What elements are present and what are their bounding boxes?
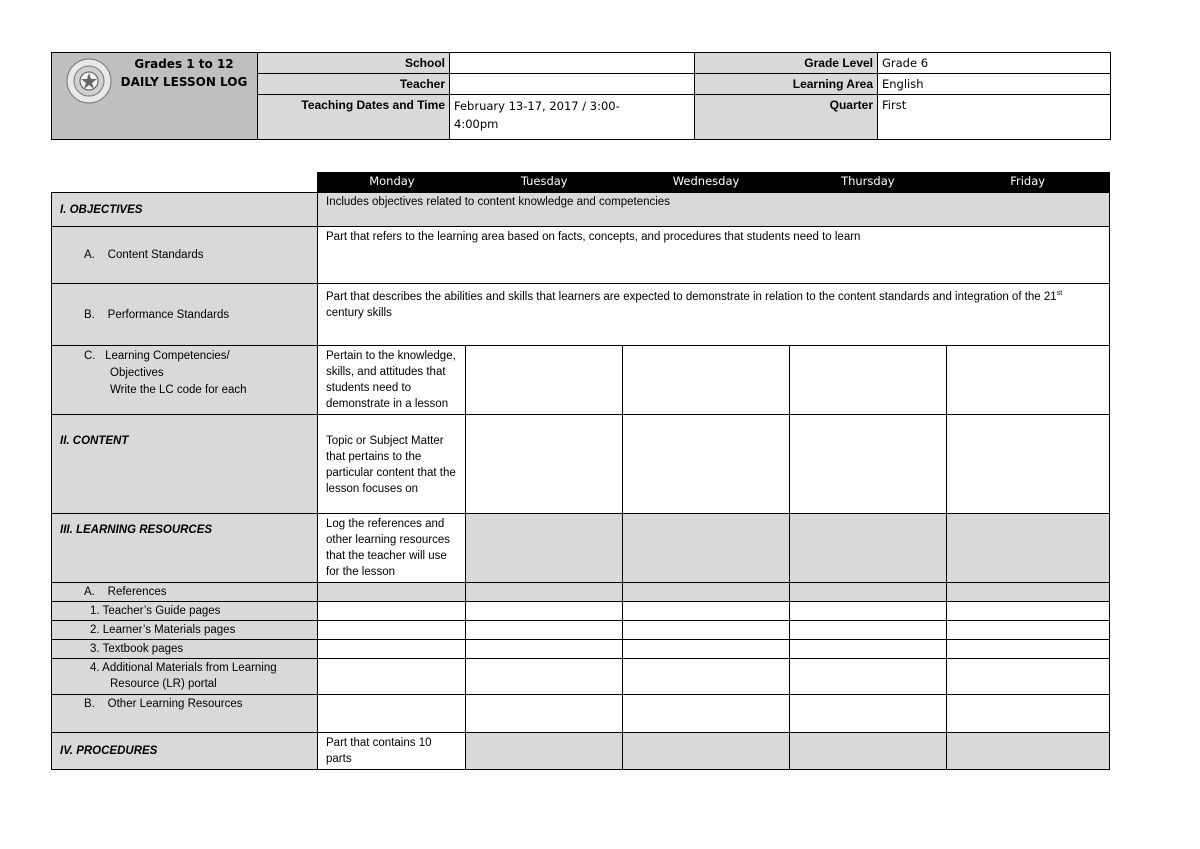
- references-row: [52, 583, 1110, 602]
- performance-standards-label: Performance Standards: [107, 308, 230, 321]
- resources-tuesday-cell: [466, 514, 623, 583]
- references-wednesday-cell: [623, 583, 790, 602]
- references-letter: A.: [84, 586, 95, 598]
- daily-lesson-log-title: DAILY LESSON LOG: [120, 75, 248, 89]
- tg-wednesday-cell[interactable]: [623, 602, 790, 621]
- objectives-row: [52, 193, 1110, 227]
- or-friday-cell[interactable]: [947, 695, 1110, 733]
- day-tuesday: Tuesday: [520, 174, 568, 188]
- day-friday: Friday: [1010, 174, 1046, 188]
- resources-desc: Log the references and other learning resources that the teacher will use for the lesson: [318, 514, 466, 583]
- resources-row: [52, 514, 1110, 583]
- day-monday: Monday: [369, 174, 415, 188]
- teaching-dates-line2: 4:00pm: [454, 117, 499, 131]
- lm-tuesday-cell[interactable]: [466, 621, 623, 640]
- content-standards-row: [52, 227, 1110, 284]
- performance-standards-row: [52, 284, 1110, 346]
- content-wednesday-cell[interactable]: [623, 415, 790, 514]
- grades-label: Grades 1 to 12: [134, 57, 234, 71]
- content-desc: Topic or Subject Matter that pertains to the particular content that the lesson focuses on: [318, 415, 466, 514]
- performance-standards-desc[interactable]: [318, 284, 1110, 346]
- deped-seal-icon: [66, 58, 112, 104]
- grade-level-label: Grade Level: [695, 53, 878, 74]
- day-wednesday: Wednesday: [672, 174, 740, 188]
- tb-friday-cell[interactable]: [947, 640, 1110, 659]
- or-wednesday-cell[interactable]: [623, 695, 790, 733]
- teachers-guide-row: [52, 602, 1110, 621]
- performance-standards-letter: B.: [84, 308, 95, 321]
- resources-thursday-cell: [790, 514, 947, 583]
- day-header-bar: [318, 173, 1110, 193]
- objectives-desc: Includes objectives related to content knowledge and competencies: [318, 193, 1110, 227]
- school-label: School: [258, 53, 450, 74]
- performance-standards-desc-b: century skills: [326, 306, 392, 319]
- or-tuesday-cell[interactable]: [466, 695, 623, 733]
- lm-friday-cell[interactable]: [947, 621, 1110, 640]
- blank-header-cell: [52, 173, 318, 193]
- additional-materials-cell: [52, 659, 318, 695]
- teachers-guide-label: 1. Teacher’s Guide pages: [52, 602, 318, 621]
- textbook-row: [52, 640, 1110, 659]
- tg-monday-cell[interactable]: [318, 602, 466, 621]
- content-standards-cell: [52, 227, 318, 284]
- procedures-desc: [318, 733, 466, 770]
- content-label: II. CONTENT: [52, 415, 318, 514]
- references-thursday-cell: [790, 583, 947, 602]
- day-thursday: Thursday: [841, 174, 895, 188]
- tb-tuesday-cell[interactable]: [466, 640, 623, 659]
- teaching-dates-label: Teaching Dates and Time: [258, 95, 450, 140]
- procedures-label: IV. PROCEDURES: [52, 733, 318, 770]
- content-tuesday-cell[interactable]: [466, 415, 623, 514]
- references-friday-cell: [947, 583, 1110, 602]
- teacher-label: Teacher: [258, 74, 450, 95]
- resources-wednesday-cell: [623, 514, 790, 583]
- learners-materials-label: 2. Learner’s Materials pages: [52, 621, 318, 640]
- resources-friday-cell: [947, 514, 1110, 583]
- resources-label: III. LEARNING RESOURCES: [52, 514, 318, 583]
- grade-level-field[interactable]: Grade 6: [878, 53, 1111, 74]
- am-friday-cell[interactable]: [947, 659, 1110, 695]
- learning-area-field[interactable]: English: [878, 74, 1111, 95]
- logo-title: [116, 55, 252, 91]
- teacher-field[interactable]: [450, 74, 695, 95]
- procedures-wednesday-cell: [623, 733, 790, 770]
- other-resources-cell: [52, 695, 318, 733]
- procedures-desc-text: Part that contains 10 parts: [326, 737, 432, 765]
- teaching-dates-field[interactable]: [450, 95, 695, 140]
- tb-wednesday-cell[interactable]: [623, 640, 790, 659]
- textbook-label: 3. Textbook pages: [52, 640, 318, 659]
- or-monday-cell[interactable]: [318, 695, 466, 733]
- competencies-label-2: Objectives: [110, 367, 164, 379]
- am-thursday-cell[interactable]: [790, 659, 947, 695]
- day-header-row: [52, 173, 1110, 193]
- learning-area-label: Learning Area: [695, 74, 878, 95]
- competencies-thursday-cell[interactable]: [790, 346, 947, 415]
- tg-thursday-cell[interactable]: [790, 602, 947, 621]
- lesson-log-table: [51, 172, 1109, 770]
- additional-materials-row: [52, 659, 1110, 695]
- lm-monday-cell[interactable]: [318, 621, 466, 640]
- teaching-dates-line1: February 13-17, 2017 / 3:00-: [454, 99, 620, 113]
- performance-standards-cell: [52, 284, 318, 346]
- procedures-friday-cell: [947, 733, 1110, 770]
- tg-friday-cell[interactable]: [947, 602, 1110, 621]
- references-cell: [52, 583, 318, 602]
- additional-materials-label-2: Resource (LR) portal: [110, 678, 217, 690]
- performance-standards-desc-sup: st: [1056, 290, 1063, 297]
- competencies-letter: C.: [84, 350, 96, 362]
- header-block: [51, 52, 1110, 139]
- am-tuesday-cell[interactable]: [466, 659, 623, 695]
- content-friday-cell[interactable]: [947, 415, 1110, 514]
- performance-standards-desc-a: Part that describes the abilities and skills that learners are expected to demonstrate in relation to the content standards and integration of the 21: [326, 290, 1057, 303]
- references-tuesday-cell: [466, 583, 623, 602]
- references-monday-cell: [318, 583, 466, 602]
- content-standards-label: Content Standards: [107, 249, 204, 261]
- quarter-label: Quarter: [695, 95, 878, 140]
- tg-tuesday-cell[interactable]: [466, 602, 623, 621]
- competencies-tuesday-cell[interactable]: [466, 346, 623, 415]
- procedures-thursday-cell: [790, 733, 947, 770]
- learners-materials-row: [52, 621, 1110, 640]
- or-thursday-cell[interactable]: [790, 695, 947, 733]
- competencies-row: [52, 346, 1110, 415]
- additional-materials-label-1: 4. Additional Materials from Learning: [90, 662, 277, 674]
- lm-wednesday-cell[interactable]: [623, 621, 790, 640]
- procedures-row: [52, 733, 1110, 770]
- school-field[interactable]: [450, 53, 695, 74]
- competencies-cell: [52, 346, 318, 415]
- logo-cell: [52, 53, 258, 140]
- competencies-label-3: Write the LC code for each: [110, 384, 247, 396]
- other-resources-letter: B.: [84, 698, 95, 710]
- other-resources-label: Other Learning Resources: [107, 698, 243, 710]
- lm-thursday-cell[interactable]: [790, 621, 947, 640]
- tb-thursday-cell[interactable]: [790, 640, 947, 659]
- objectives-label: I. OBJECTIVES: [52, 193, 318, 227]
- tb-monday-cell[interactable]: [318, 640, 466, 659]
- competencies-wednesday-cell[interactable]: [623, 346, 790, 415]
- other-resources-row: [52, 695, 1110, 733]
- am-wednesday-cell[interactable]: [623, 659, 790, 695]
- procedures-tuesday-cell: [466, 733, 623, 770]
- competencies-desc: Pertain to the knowledge, skills, and attitudes that students need to demonstrate in a lesson: [318, 346, 466, 415]
- quarter-field[interactable]: First: [878, 95, 1111, 140]
- competencies-friday-cell[interactable]: [947, 346, 1110, 415]
- content-standards-desc[interactable]: Part that refers to the learning area based on facts, concepts, and procedures that students need to learn: [318, 227, 1110, 284]
- competencies-label-1: Learning Competencies/: [105, 350, 230, 362]
- content-thursday-cell[interactable]: [790, 415, 947, 514]
- content-row: [52, 415, 1110, 514]
- references-label: References: [107, 586, 167, 598]
- am-monday-cell[interactable]: [318, 659, 466, 695]
- content-standards-letter: A.: [84, 249, 95, 261]
